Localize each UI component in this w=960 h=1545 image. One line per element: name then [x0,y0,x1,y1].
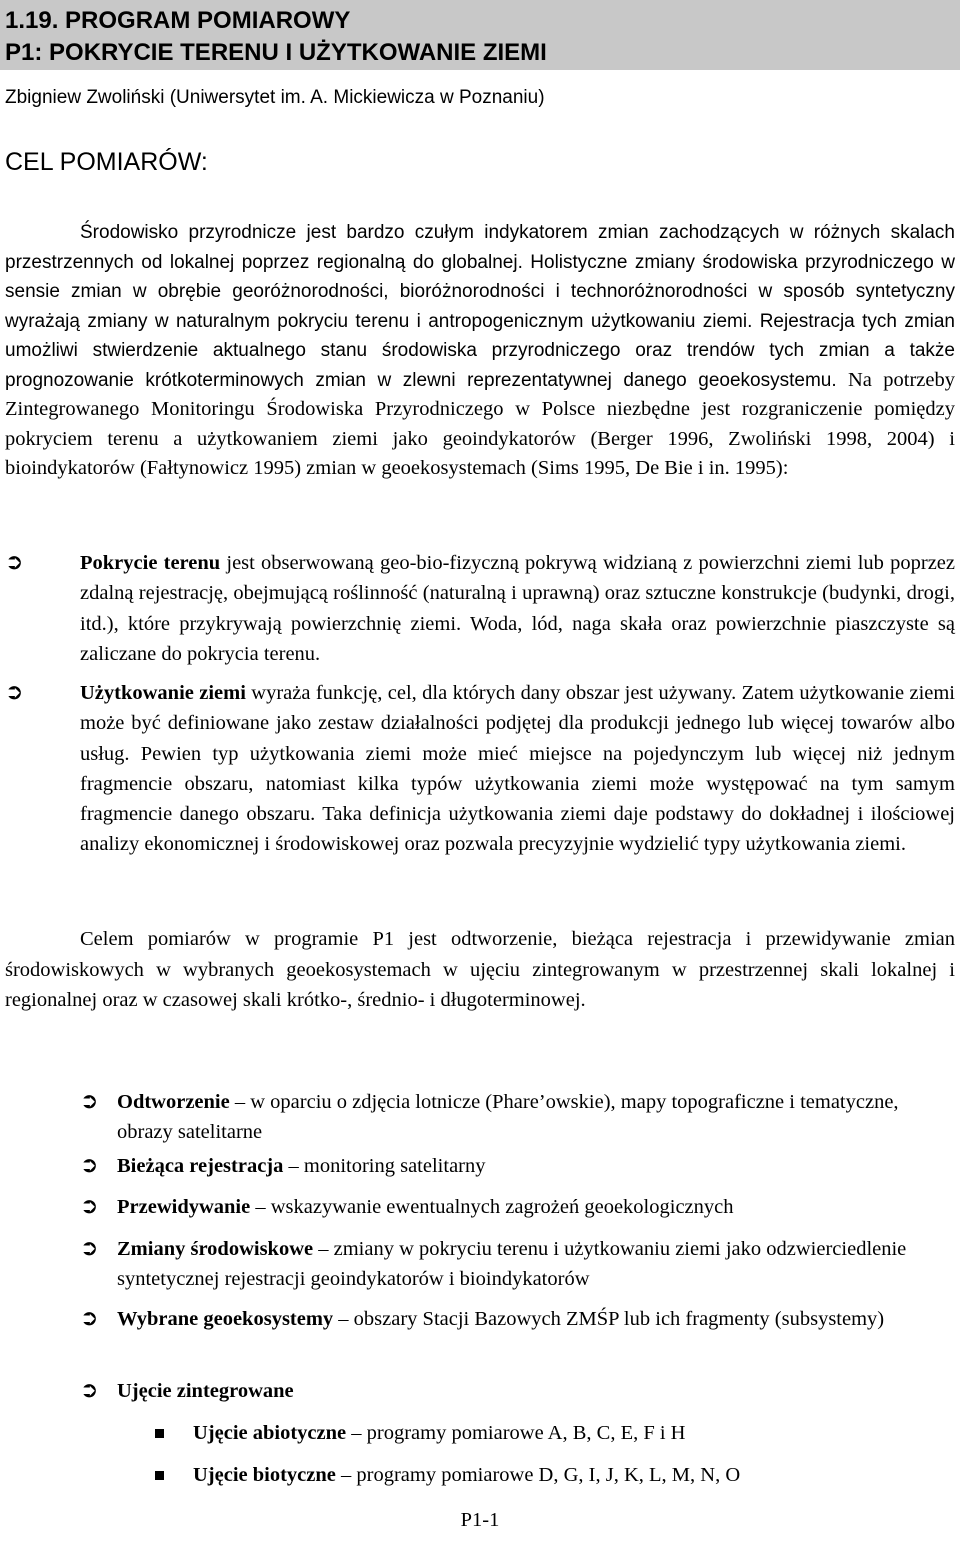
goal-item-term: Bieżąca rejestracja [117,1155,284,1177]
arrow-bullet-icon: ➲ [80,1153,99,1178]
sub-item-term: Ujęcie abiotyczne [193,1422,347,1444]
goal-item-text: – monitoring satelitarny [283,1155,486,1177]
goal-item-text: – zmiany w pokryciu terenu i użytkowaniu ziemi jako odzwierciedlenie syntetycznej rejestracji geoindykatorów i bioindykatorów [117,1238,907,1290]
arrow-bullet-icon: ➲ [80,1306,99,1331]
goal-paragraph: Celem pomiarów w programie P1 jest odtworzenie, bieżąca rejestracja i przewidywanie zmian środowiskowych w wybranych geoekosystemach w ujęciu zintegrowanym w przestrzennej skali lokalnej i regionalnej oraz w czasowej skali krótko-, średnio- i długoterminowej. [5,928,955,1011]
definition-land-cover [80,548,955,669]
section-title-line1: 1.19. PROGRAM POMIAROWY [5,7,351,34]
goal-item-text: – w oparciu o zdjęcia lotnicze (Phare’owskie), mapy topograficzne i tematyczne, obrazy satelitarne [117,1091,899,1143]
sub-item [193,1460,953,1490]
goal-item [117,1087,955,1147]
section-title-line2: P1: POKRYCIE TERENU I UŻYTKOWANIE ZIEMI [5,39,547,66]
intro-serif-text: Na potrzeby Zintegrowanego Monitoringu Środowiska Przyrodniczego w Polsce niezbędne jest rozgraniczenie pomiędzy pokryciem terenu a użytkowaniem ziemi jako geoindykatorów (Berger 1996, Zwoliński 1998, 2004) i bioindykatorów (Fałtynowicz 1995) zmian w geoekosystemach (Sims 1995, De Bie i in. 1995): [5,368,956,479]
goal-item-text: – obszary Stacji Bazowych ZMŚP lub ich fragmenty (subsystemy) [333,1308,885,1330]
definition-term: Pokrycie terenu [80,552,221,574]
goal-item [117,1234,955,1294]
square-bullet-icon [155,1429,164,1438]
intro-sans-text: Środowisko przyrodnicze jest bardzo czułym indykatorem zmian zachodzących w różnych skalach przestrzennych od lokalnej poprzez regionalną do globalnej. Holistyczne zmiany środowiska przyrodniczego w sensie zmian w obrębie georóżnorodności, bioróżnorodności i technoróżnorodności w sposób syntetyczny wyrażają zmiany w naturalnym pokryciu terenu i antropogenicznym użytkowaniu ziemi. Rejestracja tych zmian umożliwi stwierdzenie aktualnego stanu środowiska przyrodniczego oraz trendów tych zmian a także prognozowanie krótkoterminowych zmian w zlewni reprezentatywnej danego geoekosystemu. [5,222,955,391]
arrow-bullet-icon: ➲ [80,1378,99,1403]
square-bullet-icon [155,1471,164,1480]
goal-item-term: Odtworzenie [117,1091,230,1113]
intro-paragraph [5,218,955,484]
arrow-bullet-icon: ➲ [5,680,24,705]
goal-item-term: Przewidywanie [117,1196,251,1218]
author-line: Zbigniew Zwoliński (Uniwersytet im. A. Mickiewicza w Poznaniu) [5,87,545,108]
sub-item-term: Ujęcie biotyczne [193,1464,336,1486]
sub-item [193,1418,953,1448]
definition-text: jest obserwowaną geo-bio-fizyczną pokrywą widzianą z powierzchni ziemi lub poprzez zdalną rejestrację, obejmującą roślinność (naturalną i uprawną) oraz sztuczne konstrukcje (budynki, drogi, itd.), które przykrywają powierzchnię ziemi. Woda, lód, naga skała oraz powierzchnie piaszczyste są zaliczane do pokrycia terenu. [80,552,955,665]
page-number: P1-1 [460,1509,500,1531]
goal-item [117,1376,955,1406]
sub-item-text: – programy pomiarowe D, G, I, J, K, L, M, N, O [335,1464,741,1486]
arrow-bullet-icon: ➲ [5,550,24,575]
goal-item [117,1192,955,1222]
goal-item [117,1151,955,1181]
arrow-bullet-icon: ➲ [80,1089,99,1114]
definition-text: wyraża funkcję, cel, dla których dany obszar jest używany. Zatem użytkowanie ziemi może być definiowane jako zestaw działalności podjętej dla produkcji jednego lub więcej towarów albo usług. Pewien typ użytkowania ziemi może mieć miejsce na pojedynczym lub więcej niż jednym fragmencie obszaru, natomiast kilka typów użytkowania ziemi może występować na tym samym fragmencie danego obszaru. Taka definicja użytkowania ziemi daje podstawy do dokładnej i ilościowej analizy ekonomicznej i środowiskowej oraz pozwala precyzyjnie wydzielić typy użytkowania ziemi. [80,682,956,856]
goal-item-term: Wybrane geoekosystemy [117,1308,334,1330]
section-heading: CEL POMIARÓW: [5,148,208,176]
goal-item-term: Zmiany środowiskowe [117,1238,314,1260]
goal-item-term: Ujęcie zintegrowane [117,1380,294,1402]
definition-term: Użytkowanie ziemi [80,682,246,704]
goal-item-text: – wskazywanie ewentualnych zagrożeń geoekologicznych [250,1196,734,1218]
definition-land-use [80,678,955,860]
goal-item [117,1304,955,1334]
arrow-bullet-icon: ➲ [80,1236,99,1261]
arrow-bullet-icon: ➲ [80,1194,99,1219]
sub-item-text: – programy pomiarowe A, B, C, E, F i H [346,1422,686,1444]
